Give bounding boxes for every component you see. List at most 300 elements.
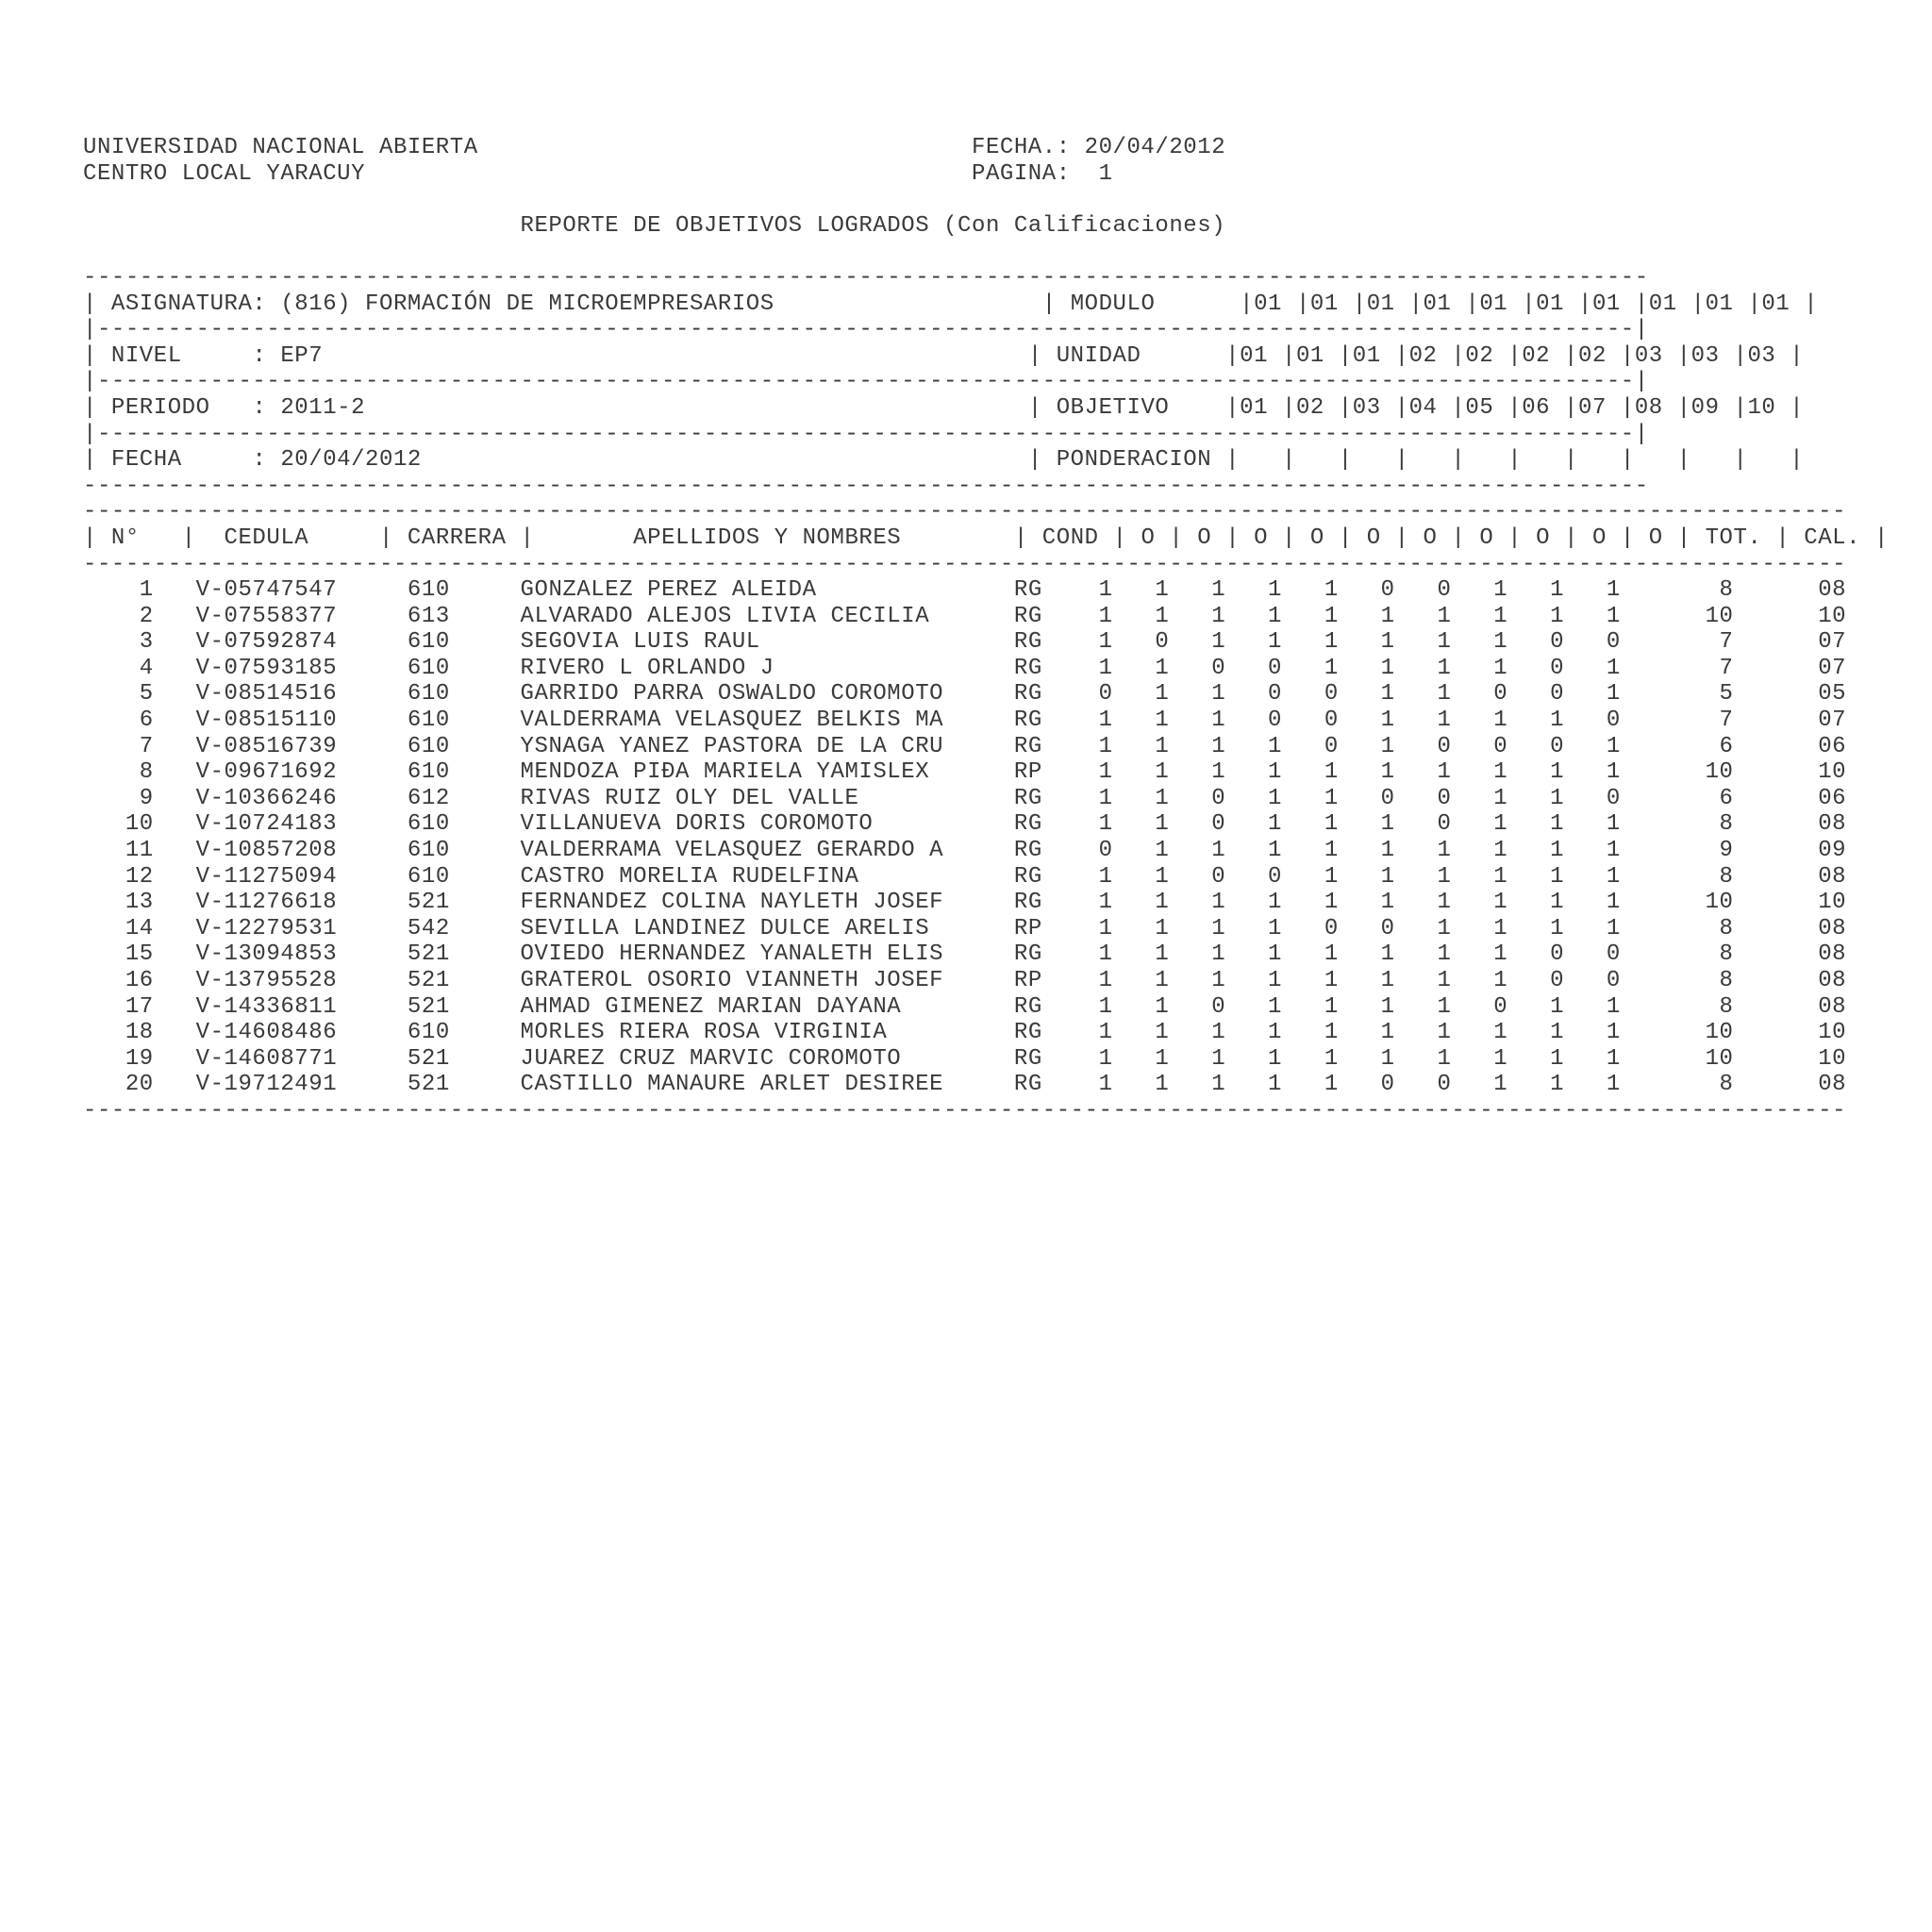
table-row: [83, 786, 1889, 812]
page-value: 1: [1098, 160, 1113, 187]
row-objective: 1: [1493, 1072, 1508, 1098]
date-value: 20/04/2012: [1084, 135, 1226, 160]
row-objective: 1: [1324, 863, 1339, 890]
blank-line: [83, 239, 1889, 265]
row-objective: 1: [1155, 863, 1170, 890]
row-objective: 1: [1437, 708, 1452, 734]
row-number: 5: [83, 681, 154, 708]
row-objective: 1: [1268, 968, 1282, 993]
row-objective: 1: [1324, 629, 1339, 656]
row-objective: 1: [1098, 890, 1113, 916]
row-objective: 1: [1098, 1072, 1113, 1098]
row-objective: 1: [1324, 838, 1339, 864]
row-objective: 1: [1211, 603, 1226, 629]
row-objective: 1: [1606, 577, 1621, 604]
row-number: 8: [83, 759, 154, 786]
row-carrera: 613: [407, 603, 450, 629]
row-cedula: V-14608771: [195, 1045, 338, 1072]
row-objective: 1: [1437, 863, 1452, 890]
row-objective: 1: [1493, 838, 1508, 864]
row-objective: 1: [1493, 655, 1508, 681]
row-nombre: OVIEDO HERNANDEZ YANALETH ELIS: [520, 941, 944, 968]
row-objective: 1: [1437, 838, 1452, 864]
row-tot: 8: [1620, 811, 1734, 838]
row-objective: 1: [1606, 733, 1621, 759]
row-cedula: V-08514516: [195, 681, 338, 708]
objective-header: O: [1479, 525, 1494, 551]
row-cond: RG: [1013, 890, 1042, 916]
row-number: 2: [83, 603, 154, 629]
row-cal: 07: [1733, 708, 1847, 734]
modulo-code: 01: [1254, 291, 1296, 317]
date-label: FECHA.:: [972, 135, 1071, 160]
row-objective: 1: [1098, 708, 1113, 734]
row-objective: 0: [1550, 941, 1565, 968]
row-nombre: RIVERO L ORLANDO J: [520, 655, 944, 681]
row-objective: 1: [1155, 993, 1170, 1020]
row-objective: 1: [1437, 629, 1452, 656]
objetivo-code: 04: [1408, 394, 1452, 421]
row-objective: 1: [1211, 708, 1226, 734]
row-objective: 0: [1155, 629, 1170, 656]
modulo-code: 01: [1648, 291, 1691, 317]
row-cond: RG: [1013, 681, 1042, 708]
row-carrera: 610: [407, 863, 450, 890]
row-objective: 1: [1493, 708, 1508, 734]
row-objective: 1: [1268, 629, 1282, 656]
row-objective: 1: [1268, 941, 1282, 968]
row-cond: RG: [1013, 811, 1042, 838]
table-row: [83, 604, 1889, 630]
objective-header: O: [1141, 525, 1156, 551]
table-row: [83, 681, 1889, 708]
row-objective: 0: [1211, 785, 1226, 811]
row-tot: 10: [1620, 1020, 1734, 1046]
row-tot: 8: [1620, 577, 1734, 604]
row-carrera: 521: [407, 993, 450, 1020]
row-nombre: CASTILLO MANAURE ARLET DESIREE: [520, 1072, 944, 1098]
table-row: [83, 1072, 1889, 1098]
row-cal: 10: [1733, 1045, 1847, 1072]
objetivo-code: 06: [1522, 394, 1565, 421]
row-objective: 1: [1380, 708, 1395, 734]
row-number: 19: [83, 1045, 154, 1072]
row-objective: 1: [1606, 603, 1621, 629]
row-cal: 08: [1733, 941, 1847, 968]
row-objective: 1: [1155, 1072, 1170, 1098]
row-objective: 1: [1380, 629, 1395, 656]
row-nombre: VALDERRAMA VELASQUEZ BELKIS MA: [520, 708, 944, 734]
row-objective: 0: [1550, 655, 1565, 681]
row-tot: 8: [1620, 863, 1734, 890]
row-cond: RG: [1013, 708, 1042, 734]
row-objective: 1: [1268, 915, 1282, 941]
row-cedula: V-13795528: [195, 968, 338, 993]
rule: |-------------------------------------------------------------------------------------------------------------|: [83, 421, 1649, 447]
row-cedula: V-14336811: [195, 993, 338, 1020]
row-objective: 1: [1098, 811, 1113, 838]
row-objective: 1: [1324, 577, 1339, 604]
unidad-code: 03: [1634, 342, 1677, 369]
table-row: [83, 629, 1889, 656]
unidad-code: 03: [1747, 342, 1790, 369]
row-objective: 1: [1155, 733, 1170, 759]
row-tot: 8: [1620, 941, 1734, 968]
row-objective: 0: [1606, 968, 1621, 993]
cond-header: COND: [1041, 525, 1099, 551]
row-cal: 08: [1733, 811, 1847, 838]
row-tot: 5: [1620, 681, 1734, 708]
row-number: 9: [83, 785, 154, 811]
row-objective: 1: [1098, 915, 1113, 941]
objetivo-code: 01: [1240, 394, 1282, 421]
row-objective: 1: [1493, 577, 1508, 604]
row-nombre: ALVARADO ALEJOS LIVIA CECILIA: [520, 603, 944, 629]
objective-header: O: [1309, 525, 1324, 551]
num-header: N°: [110, 525, 154, 551]
row-cond: RG: [1013, 1072, 1042, 1098]
row-number: 14: [83, 915, 154, 941]
objetivo-code: 10: [1747, 394, 1790, 421]
row-objective: 0: [1380, 1072, 1395, 1098]
row-objective: 1: [1324, 941, 1339, 968]
row-cond: RG: [1013, 993, 1042, 1020]
rule: -----------------------------------------------------------------------------------------------------------------------------: [83, 551, 1847, 577]
rule: -----------------------------------------------------------------------------------------------------------------------------: [83, 499, 1847, 525]
row-cal: 06: [1733, 733, 1847, 759]
course-row-periodo: | PERIODO : 2011-2 | OBJETIVO |01 |02 |03 |04 |05 |06 |07 |08 |09 |10 |: [83, 394, 1805, 421]
row-carrera: 610: [407, 811, 450, 838]
row-cedula: V-07593185: [195, 655, 338, 681]
row-objective: 1: [1550, 993, 1565, 1020]
row-cal: 08: [1733, 993, 1847, 1020]
row-objective: 0: [1211, 655, 1226, 681]
row-tot: 7: [1620, 629, 1734, 656]
row-objective: 0: [1324, 915, 1339, 941]
row-tot: 10: [1620, 603, 1734, 629]
row-objective: 1: [1437, 681, 1452, 708]
row-cedula: V-13094853: [195, 941, 338, 968]
row-objective: 1: [1155, 655, 1170, 681]
course-row-asignatura: | ASIGNATURA: (816) FORMACIÓN DE MICROEMPRESARIOS | MODULO |01 |01 |01 |01 |01 |01 |01 |01 |01 |01 |: [83, 291, 1819, 317]
row-nombre: AHMAD GIMENEZ MARIAN DAYANA: [520, 993, 944, 1020]
row-objective: 1: [1268, 1072, 1282, 1098]
row-cal: 07: [1733, 629, 1847, 656]
row-objective: 1: [1606, 1072, 1621, 1098]
row-objective: 1: [1437, 1020, 1452, 1046]
row-tot: 6: [1620, 733, 1734, 759]
row-carrera: 610: [407, 681, 450, 708]
row-cal: 08: [1733, 968, 1847, 993]
row-objective: 1: [1098, 968, 1113, 993]
row-objective: 1: [1606, 1045, 1621, 1072]
course-row-fecha: | FECHA : 20/04/2012 | PONDERACION | | | | | | | | | | |: [83, 447, 1805, 474]
row-objective: 0: [1550, 733, 1565, 759]
row-cal: 09: [1733, 838, 1847, 864]
asignatura-value: (816) FORMACIÓN DE MICROEMPRESARIOS: [280, 291, 1042, 317]
row-cond: RP: [1013, 968, 1042, 993]
report-title-line: [83, 213, 1889, 240]
row-objective: 1: [1211, 1020, 1226, 1046]
row-cond: RG: [1013, 838, 1042, 864]
row-objective: 1: [1606, 915, 1621, 941]
row-objective: 1: [1437, 941, 1452, 968]
row-objective: 1: [1098, 1045, 1113, 1072]
row-cal: 08: [1733, 863, 1847, 890]
row-carrera: 610: [407, 1020, 450, 1046]
objective-header: O: [1536, 525, 1551, 551]
row-objective: 1: [1550, 577, 1565, 604]
row-nombre: GONZALEZ PEREZ ALEIDA: [520, 577, 944, 604]
row-carrera: 521: [407, 1045, 450, 1072]
row-objective: 1: [1211, 1045, 1226, 1072]
row-objective: 0: [1268, 863, 1282, 890]
rule: ---------------------------------------------------------------------------------------------------------------: [83, 264, 1649, 291]
row-tot: 10: [1620, 759, 1734, 786]
row-objective: 0: [1437, 733, 1452, 759]
row-objective: 1: [1268, 1045, 1282, 1072]
row-objective: 1: [1550, 759, 1565, 786]
report-document: [83, 135, 1889, 1124]
row-nombre: VILLANUEVA DORIS COROMOTO: [520, 811, 944, 838]
row-objective: 1: [1268, 603, 1282, 629]
row-carrera: 542: [407, 915, 450, 941]
row-number: 18: [83, 1020, 154, 1046]
unidad-code: 02: [1578, 342, 1621, 369]
row-number: 12: [83, 863, 154, 890]
row-number: 16: [83, 968, 154, 993]
row-nombre: SEVILLA LANDINEZ DULCE ARELIS: [520, 915, 944, 941]
fecha-label: FECHA: [110, 447, 253, 474]
institution-name: UNIVERSIDAD NACIONAL ABIERTA: [83, 135, 972, 160]
table-row: [83, 864, 1889, 891]
unidad-code: 02: [1408, 342, 1452, 369]
cedula-header: CEDULA: [224, 525, 366, 551]
row-objective: 1: [1268, 733, 1282, 759]
row-cedula: V-12279531: [195, 915, 338, 941]
row-cedula: V-09671692: [195, 759, 338, 786]
row-objective: 1: [1493, 785, 1508, 811]
row-tot: 6: [1620, 785, 1734, 811]
row-objective: 1: [1268, 838, 1282, 864]
row-objective: 1: [1211, 968, 1226, 993]
row-objective: 1: [1380, 863, 1395, 890]
row-carrera: 521: [407, 968, 450, 993]
table-row: [83, 1020, 1889, 1046]
row-objective: 1: [1550, 785, 1565, 811]
row-objective: 1: [1098, 759, 1113, 786]
row-nombre: FERNANDEZ COLINA NAYLETH JOSEF: [520, 890, 944, 916]
row-objective: 0: [1550, 629, 1565, 656]
row-objective: 1: [1155, 941, 1170, 968]
row-objective: 0: [1606, 941, 1621, 968]
unidad-label: UNIDAD: [1056, 342, 1226, 369]
row-objective: 1: [1098, 785, 1113, 811]
row-carrera: 521: [407, 1072, 450, 1098]
objetivo-code: 03: [1352, 394, 1395, 421]
row-objective: 1: [1380, 759, 1395, 786]
row-cedula: V-08515110: [195, 708, 338, 734]
row-objective: 1: [1493, 863, 1508, 890]
row-objective: 1: [1606, 863, 1621, 890]
row-number: 15: [83, 941, 154, 968]
nivel-label: NIVEL: [110, 342, 253, 369]
row-objective: 0: [1380, 785, 1395, 811]
row-tot: 9: [1620, 838, 1734, 864]
row-number: 20: [83, 1072, 154, 1098]
row-number: 1: [83, 577, 154, 604]
row-objective: 1: [1550, 890, 1565, 916]
row-objective: 1: [1211, 577, 1226, 604]
row-carrera: 610: [407, 708, 450, 734]
row-objective: 1: [1550, 1045, 1565, 1072]
row-objective: 1: [1324, 1045, 1339, 1072]
row-objective: 1: [1324, 968, 1339, 993]
row-cond: RG: [1013, 941, 1042, 968]
objective-header: O: [1648, 525, 1663, 551]
row-objective: 1: [1550, 1072, 1565, 1098]
row-cond: RG: [1013, 577, 1042, 604]
row-objective: 0: [1098, 838, 1113, 864]
row-objective: 1: [1098, 733, 1113, 759]
row-objective: 0: [1324, 708, 1339, 734]
row-cond: RP: [1013, 759, 1042, 786]
row-objective: 1: [1380, 941, 1395, 968]
row-objective: 1: [1380, 603, 1395, 629]
row-cond: RG: [1013, 733, 1042, 759]
row-objective: 1: [1606, 811, 1621, 838]
row-nombre: JUAREZ CRUZ MARVIC COROMOTO: [520, 1045, 944, 1072]
table-row: [83, 734, 1889, 760]
row-objective: 0: [1437, 811, 1452, 838]
row-objective: 0: [1324, 733, 1339, 759]
row-cal: 10: [1733, 890, 1847, 916]
row-objective: 0: [1098, 681, 1113, 708]
row-tot: 7: [1620, 655, 1734, 681]
objective-header: O: [1366, 525, 1381, 551]
page-label: PAGINA:: [972, 160, 1071, 187]
rule: |-------------------------------------------------------------------------------------------------------------|: [83, 369, 1649, 395]
row-objective: 0: [1380, 915, 1395, 941]
row-carrera: 610: [407, 577, 450, 604]
row-objective: 1: [1437, 968, 1452, 993]
table-row: [83, 708, 1889, 734]
modulo-code: 01: [1366, 291, 1409, 317]
row-objective: 1: [1324, 1072, 1339, 1098]
row-nombre: GARRIDO PARRA OSWALDO COROMOTO: [520, 681, 944, 708]
modulo-code: 01: [1423, 291, 1466, 317]
row-objective: 0: [1437, 1072, 1452, 1098]
row-objective: 1: [1324, 603, 1339, 629]
row-number: 17: [83, 993, 154, 1020]
row-objective: 1: [1380, 838, 1395, 864]
rule: -----------------------------------------------------------------------------------------------------------------------------: [83, 1097, 1847, 1124]
row-objective: 1: [1380, 1020, 1395, 1046]
row-carrera: 610: [407, 655, 450, 681]
unidad-code: 03: [1690, 342, 1734, 369]
row-objective: 1: [1211, 941, 1226, 968]
row-objective: 1: [1437, 603, 1452, 629]
row-objective: 1: [1155, 890, 1170, 916]
row-cedula: V-05747547: [195, 577, 338, 604]
row-objective: 1: [1493, 811, 1508, 838]
row-cal: 08: [1733, 577, 1847, 604]
row-cal: 07: [1733, 655, 1847, 681]
row-objective: 1: [1211, 629, 1226, 656]
objetivo-code: 08: [1634, 394, 1677, 421]
row-objective: 1: [1324, 890, 1339, 916]
row-objective: 1: [1380, 890, 1395, 916]
row-objective: 1: [1098, 993, 1113, 1020]
table-row: [83, 577, 1889, 604]
row-objective: 1: [1211, 1072, 1226, 1098]
row-cal: 06: [1733, 785, 1847, 811]
table-row: [83, 994, 1889, 1021]
row-objective: 1: [1211, 759, 1226, 786]
row-nombre: YSNAGA YANEZ PASTORA DE LA CRU: [520, 733, 944, 759]
unidad-code: 01: [1352, 342, 1395, 369]
row-number: 11: [83, 838, 154, 864]
row-objective: 0: [1550, 681, 1565, 708]
row-objective: 1: [1380, 993, 1395, 1020]
table-row: [83, 890, 1889, 916]
row-objective: 1: [1437, 655, 1452, 681]
row-tot: 7: [1620, 708, 1734, 734]
row-objective: 1: [1380, 655, 1395, 681]
row-tot: 10: [1620, 890, 1734, 916]
row-number: 10: [83, 811, 154, 838]
row-objective: 1: [1268, 785, 1282, 811]
table-row: [83, 916, 1889, 942]
row-objective: 1: [1268, 1020, 1282, 1046]
row-objective: 1: [1493, 968, 1508, 993]
row-objective: 1: [1437, 993, 1452, 1020]
objetivo-code: 09: [1690, 394, 1734, 421]
row-nombre: MENDOZA PIÐA MARIELA YAMISLEX: [520, 759, 944, 786]
objective-header: O: [1591, 525, 1607, 551]
row-objective: 1: [1550, 603, 1565, 629]
row-objective: 1: [1437, 1045, 1452, 1072]
row-objective: 1: [1098, 941, 1113, 968]
modulo-code: 01: [1591, 291, 1635, 317]
row-cond: RG: [1013, 1020, 1042, 1046]
row-objective: 1: [1268, 811, 1282, 838]
row-cond: RG: [1013, 785, 1042, 811]
modulo-code: 01: [1536, 291, 1578, 317]
row-objective: 1: [1098, 863, 1113, 890]
row-objective: 0: [1606, 785, 1621, 811]
table-row: [83, 838, 1889, 864]
row-objective: 1: [1550, 811, 1565, 838]
row-objective: 0: [1380, 577, 1395, 604]
row-objective: 1: [1098, 1020, 1113, 1046]
row-objective: 1: [1155, 915, 1170, 941]
row-objective: 1: [1550, 1020, 1565, 1046]
table-header-row: | N° | CEDULA | CARRERA | APELLIDOS Y NOMBRES | COND | O | O | O | O | O | O | O | O | O | O | TOT. | CAL. |: [83, 525, 1889, 551]
row-tot: 8: [1620, 993, 1734, 1020]
unidad-code: 01: [1295, 342, 1339, 369]
row-objective: 1: [1268, 759, 1282, 786]
row-cedula: V-07592874: [195, 629, 338, 656]
row-cal: 08: [1733, 915, 1847, 941]
row-objective: 1: [1437, 759, 1452, 786]
row-number: 3: [83, 629, 154, 656]
row-objective: 1: [1380, 968, 1395, 993]
row-objective: 1: [1324, 993, 1339, 1020]
row-objective: 1: [1098, 577, 1113, 604]
row-objective: 1: [1493, 941, 1508, 968]
row-cedula: V-11276618: [195, 890, 338, 916]
